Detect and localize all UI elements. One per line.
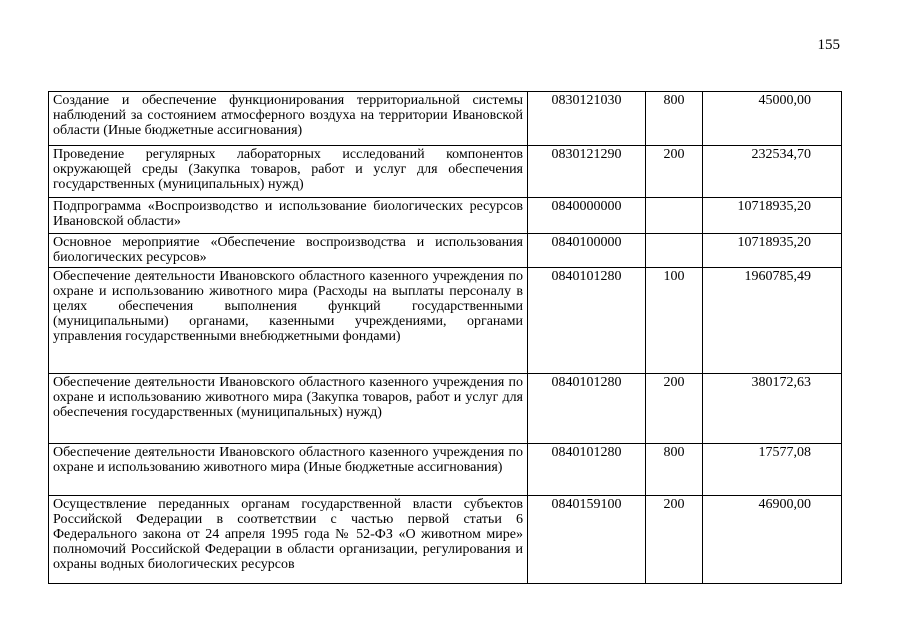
row-description: Создание и обеспечение функционирования территориальной системы наблюдений за состоянием атмосферного воздуха на территории Ивановской области (Иные бюджетные ассигнования) <box>49 92 528 146</box>
row-target-code: 0840101280 <box>528 444 646 496</box>
row-amount: 232534,70 <box>703 146 842 198</box>
table-row <box>49 444 842 496</box>
table-row <box>49 496 842 584</box>
table-row <box>49 198 842 234</box>
row-description: Осуществление переданных органам государственной власти субъектов Российской Федерации в соответствии с частью первой статьи 6 Федерального закона от 24 апреля 1995 года № 52-ФЗ «О животном мире» полномочий Российской Федерации в области организации, регулирования и охраны водных биологических ресурсов <box>49 496 528 584</box>
row-amount: 17577,08 <box>703 444 842 496</box>
row-expense-type: 200 <box>646 146 703 198</box>
table-row <box>49 268 842 374</box>
row-amount: 10718935,20 <box>703 234 842 268</box>
row-target-code: 0840101280 <box>528 268 646 374</box>
table-row <box>49 92 842 146</box>
row-expense-type: 100 <box>646 268 703 374</box>
row-expense-type <box>646 198 703 234</box>
table-row <box>49 374 842 444</box>
row-expense-type: 800 <box>646 444 703 496</box>
row-description: Обеспечение деятельности Ивановского областного казенного учреждения по охране и использованию животного мира (Расходы на выплаты персоналу в целях обеспечения выполнения функций государственными (муниципальными) органами, казенными учреждениями, органами управления государственными внебюджетными фондами) <box>49 268 528 374</box>
page-number: 155 <box>817 37 840 53</box>
row-expense-type: 200 <box>646 374 703 444</box>
row-target-code: 0840159100 <box>528 496 646 584</box>
budget-table <box>48 91 842 584</box>
table-row <box>49 234 842 268</box>
row-target-code: 0830121030 <box>528 92 646 146</box>
row-amount: 10718935,20 <box>703 198 842 234</box>
table-row <box>49 146 842 198</box>
row-description: Обеспечение деятельности Ивановского областного казенного учреждения по охране и использованию животного мира (Закупка товаров, работ и услуг для обеспечения государственных (муниципальных) нужд) <box>49 374 528 444</box>
row-amount: 45000,00 <box>703 92 842 146</box>
row-amount: 46900,00 <box>703 496 842 584</box>
row-amount: 1960785,49 <box>703 268 842 374</box>
row-description: Проведение регулярных лабораторных исследований компонентов окружающей среды (Закупка товаров, работ и услуг для обеспечения государственных (муниципальных) нужд) <box>49 146 528 198</box>
row-description: Подпрограмма «Воспроизводство и использование биологических ресурсов Ивановской области» <box>49 198 528 234</box>
row-expense-type: 800 <box>646 92 703 146</box>
row-target-code: 0830121290 <box>528 146 646 198</box>
row-description: Основное мероприятие «Обеспечение воспроизводства и использования биологических ресурсов» <box>49 234 528 268</box>
row-target-code: 0840000000 <box>528 198 646 234</box>
row-expense-type <box>646 234 703 268</box>
row-expense-type: 200 <box>646 496 703 584</box>
row-target-code: 0840101280 <box>528 374 646 444</box>
row-description: Обеспечение деятельности Ивановского областного казенного учреждения по охране и использованию животного мира (Иные бюджетные ассигнования) <box>49 444 528 496</box>
row-target-code: 0840100000 <box>528 234 646 268</box>
row-amount: 380172,63 <box>703 374 842 444</box>
